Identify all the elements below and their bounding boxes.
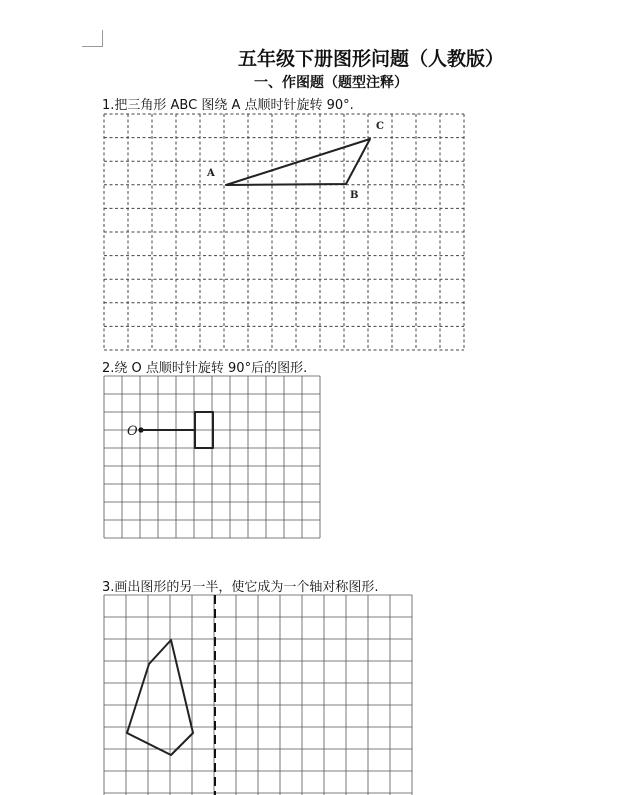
half-figure-pentagon bbox=[127, 640, 193, 755]
point-c-label: C bbox=[376, 121, 384, 132]
question-1-text: 1.把三角形 ABC 图绕 A 点顺时针旋转 90°. bbox=[102, 98, 354, 113]
figure-3-grid bbox=[104, 595, 352, 795]
figure-2-grid bbox=[104, 376, 320, 538]
question-2-text: 2.绕 O 点顺时针旋转 90°后的图形. bbox=[102, 361, 308, 376]
point-b-label: B bbox=[350, 190, 359, 201]
figure-3-grid-lines bbox=[104, 595, 412, 795]
triangle-abc bbox=[226, 139, 370, 185]
page-corner-mark bbox=[82, 30, 103, 47]
figure-1-dashed-grid bbox=[104, 114, 468, 352]
figure-1-grid-lines bbox=[104, 114, 464, 350]
figure-2-grid-lines bbox=[104, 376, 320, 538]
section-heading: 一、作图题（题型注释） bbox=[254, 75, 408, 91]
question-3-text: 3.画出图形的另一半，使它成为一个轴对称图形. bbox=[102, 580, 379, 595]
page-title: 五年级下册图形问题（人教版） bbox=[238, 48, 505, 70]
point-o-label: O bbox=[127, 424, 138, 439]
point-a-label: A bbox=[207, 168, 215, 179]
